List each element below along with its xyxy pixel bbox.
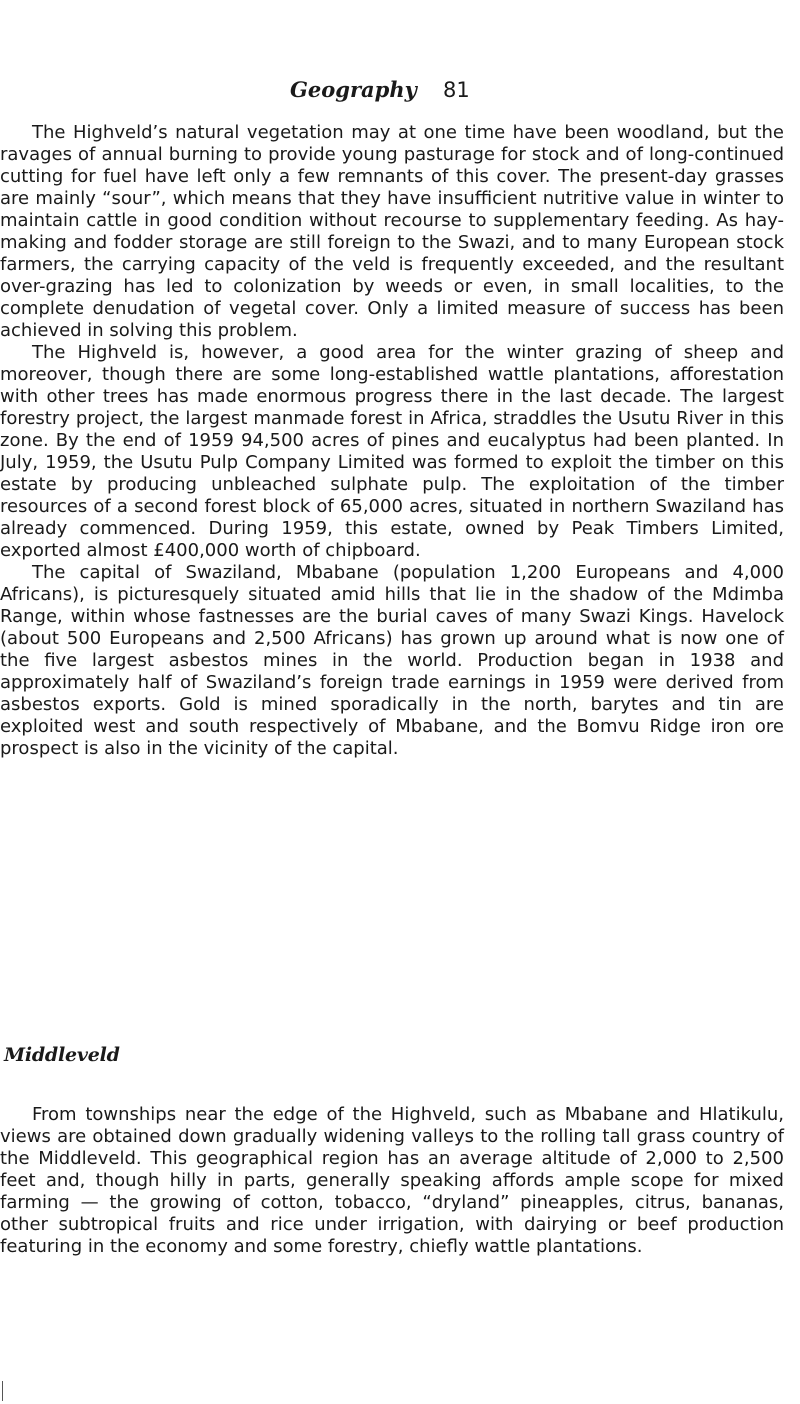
paragraph-forestry: The Highveld is, however, a good area for the winter grazing of sheep and moreover, though there are some long-established wattle plantations, afforestation with other trees has made enormous progress there in the last decade. The largest forestry project, the largest manmade forest in Africa, straddles the Usutu River in this zone. By the end of 1959 94,500 acres of pines and eucalyptus had been planted. In July, 1959, the Usutu Pulp Company Limited was formed to exploit the timber on this estate by producing unbleached sulphate pulp. The exploitation of the timber resources of a second forest block of 65,000 acres, situated in northern Swaziland has already commenced. During 1959, this estate, owned by Peak Timbers Limited, exported almost £400,000 worth of chipboard.: [0, 342, 784, 561]
paragraph-middleveld: From townships near the edge of the Highveld, such as Mbabane and Hlatikulu, views are obtained down gradually widening valleys to the rolling tall grass country of the Middleveld. This geographical region has an average altitude of 2,000 to 2,500 feet and, though hilly in parts, generally speaking affords ample scope for mixed farming — the growing of cotton, tobacco, “dryland” pineapples, citrus, bananas, other subtropical fruits and rice under irrigation, with dairying or beef production featuring in the economy and some forestry, chiefly wattle plantations.: [0, 1104, 784, 1257]
running-head: [0, 75, 800, 109]
page-number: 81: [443, 78, 470, 102]
paragraph-vegetation: The Highveld’s natural vegetation may at one time have been woodland, but the ravages of annual burning to provide young pasturage for stock and of long-continued cutting for fuel have left only a few remnants of this cover. The present-day grasses are mainly “sour”, which means that they have insufficient nutritive value in winter to maintain cattle in good condition without recourse to supplementary feeding. As hay-making and fodder storage are still foreign to the Swazi, and to many European stock farmers, the carrying capacity of the veld is frequently exceeded, and the resultant over-grazing has led to colonization by weeds or even, in small localities, to the complete denudation of vegetal cover. Only a limited measure of success has been achieved in solving this problem.: [0, 122, 784, 341]
running-title: Geography: [290, 77, 417, 102]
section-heading-middleveld: Middleveld: [4, 1044, 120, 1066]
middleveld-section-text: [0, 1104, 784, 1258]
paragraph-capital: The capital of Swaziland, Mbabane (population 1,200 Europeans and 4,000 Africans), is picturesquely situated amid hills that lie in the shadow of the Mdimba Range, within whose fastnesses are the burial caves of many Swazi Kings. Havelock (about 500 Europeans and 2,500 Africans) has grown up around what is now one of the five largest asbestos mines in the world. Production began in 1938 and approximately half of Swaziland’s foreign trade earnings in 1959 were derived from asbestos exports. Gold is mined sporadically in the north, barytes and tin are exploited west and south respectively of Mbabane, and the Bomvu Ridge iron ore prospect is also in the vicinity of the capital.: [0, 562, 784, 759]
highveld-section-text: [0, 122, 784, 760]
page-edge-mark: [2, 1381, 3, 1401]
